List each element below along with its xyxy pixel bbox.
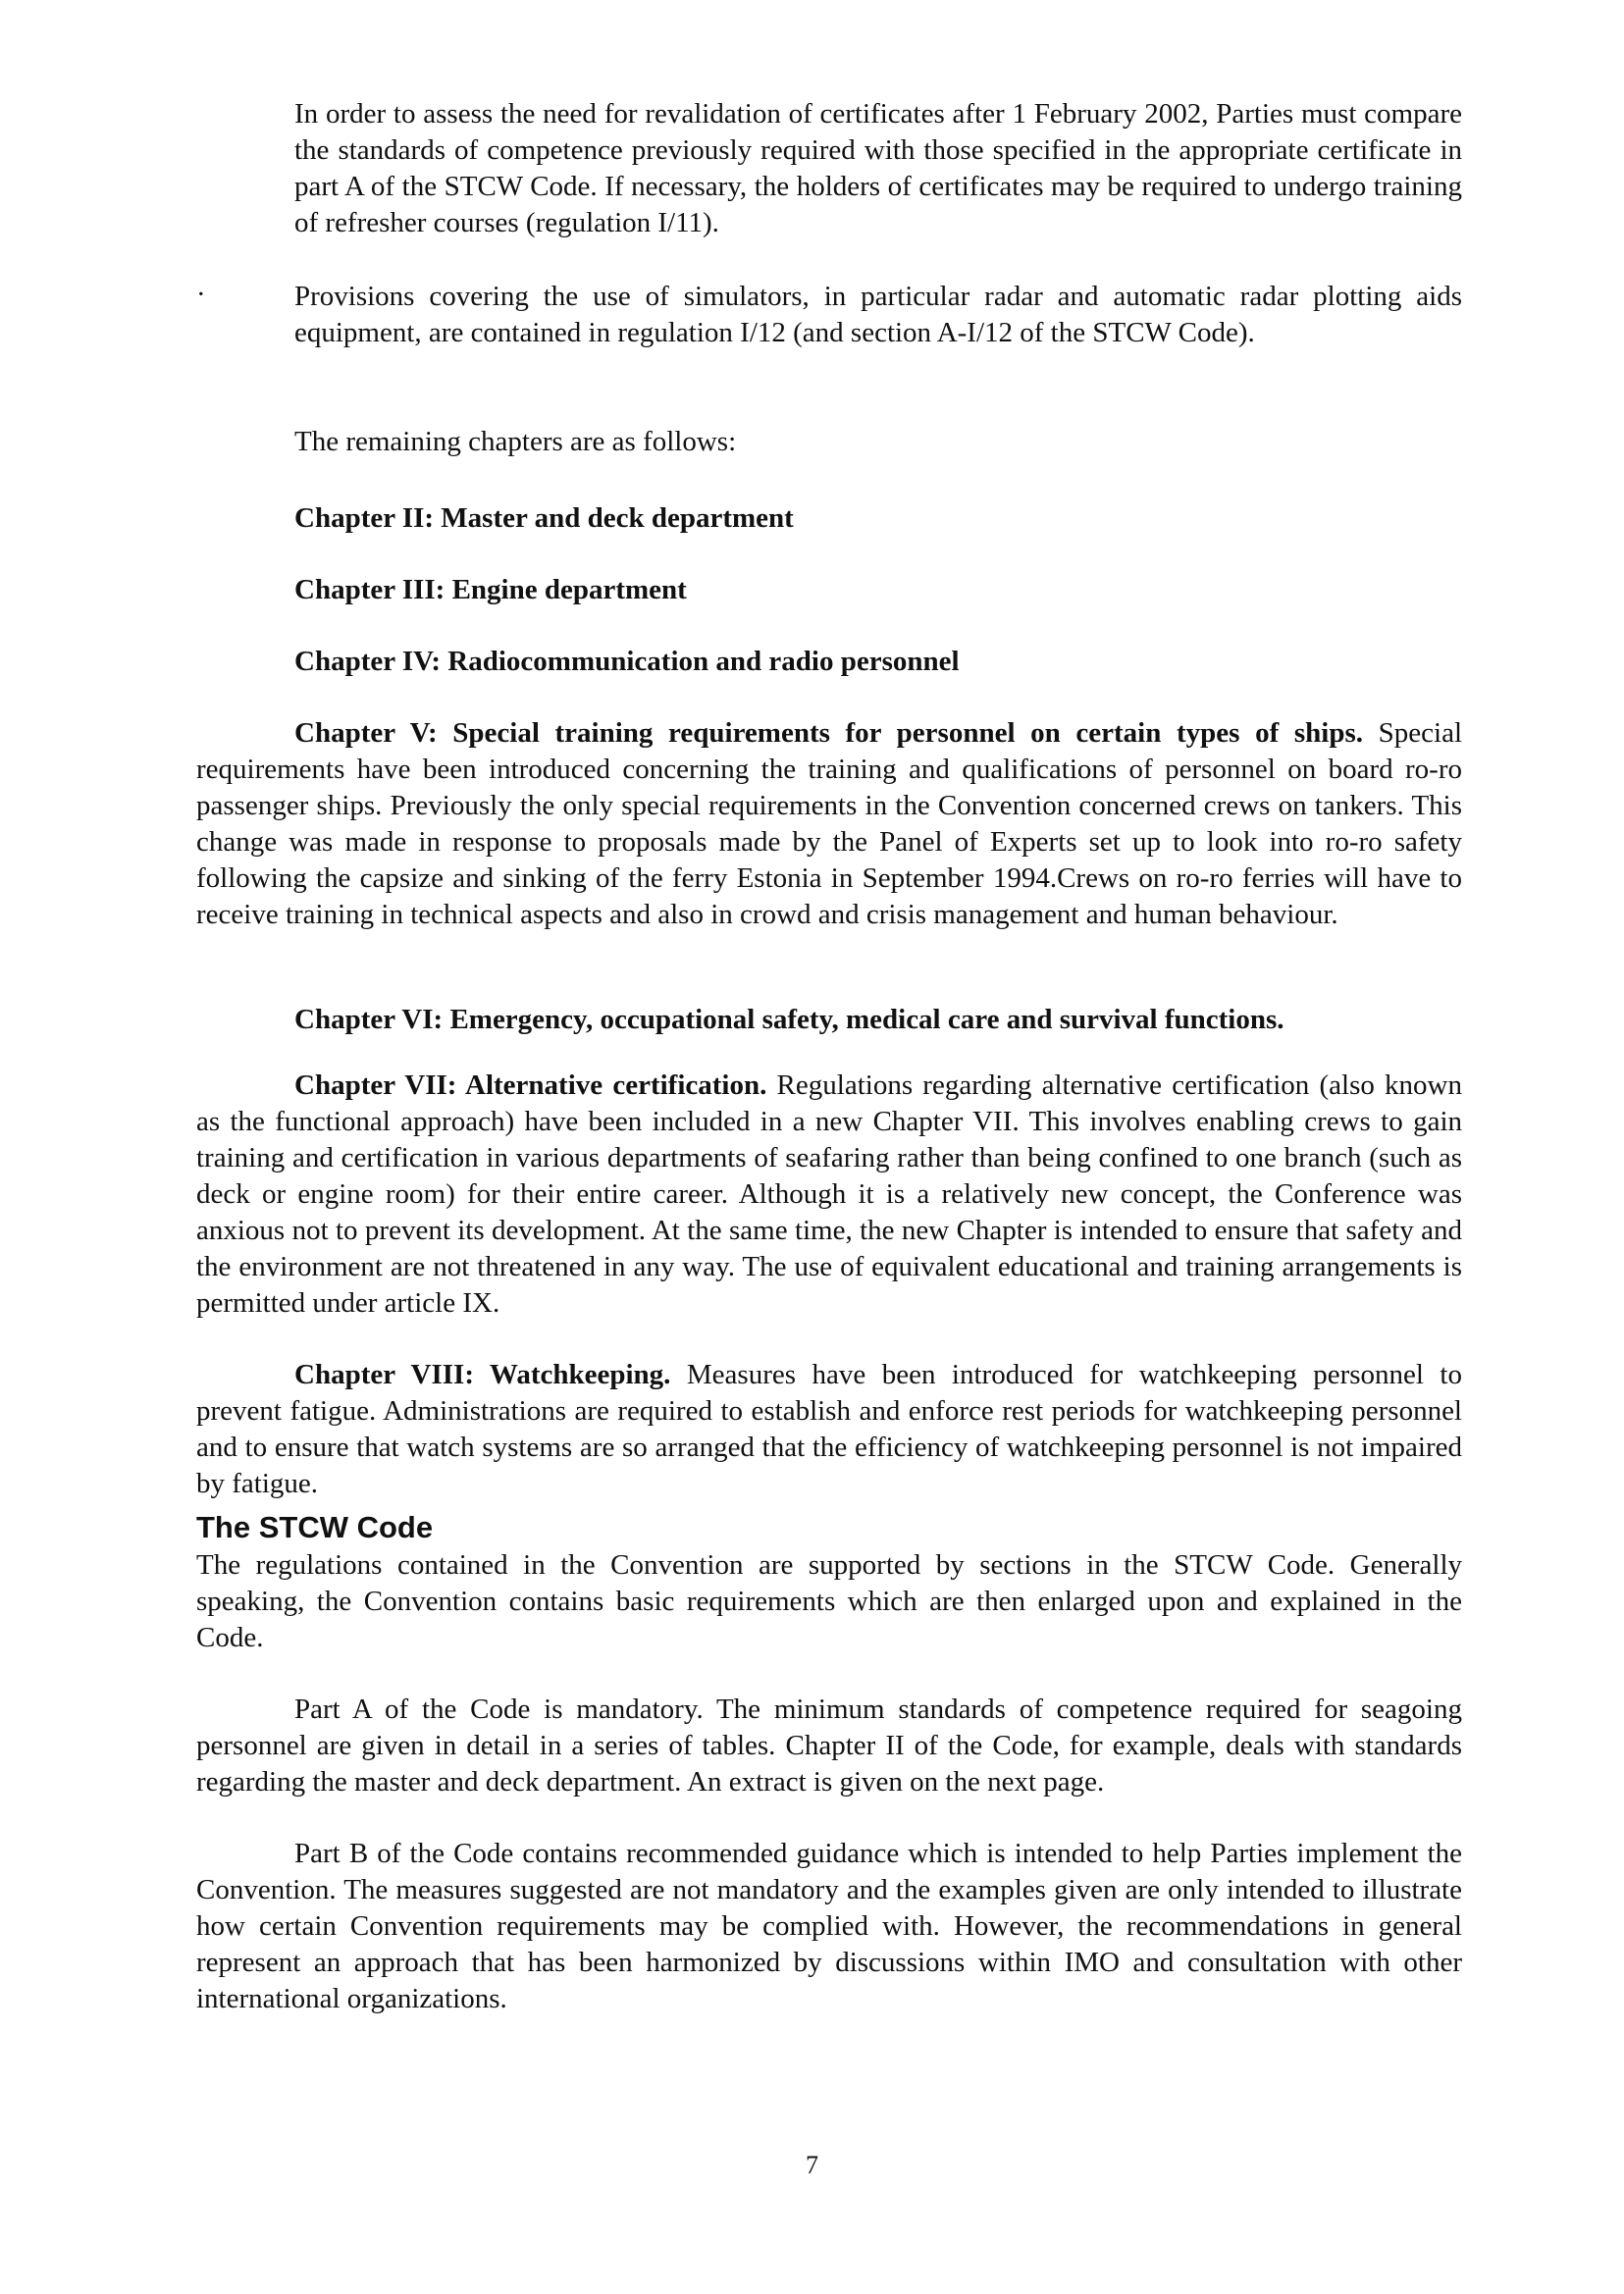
chapter-8-paragraph (196, 1357, 1462, 1502)
page-number: 7 (806, 2151, 818, 2179)
revalidation-paragraph: In order to assess the need for revalidation of certificates after 1 February 2002, Parties must compare the standards of competence previously required with those specified in the appropriate certificate in part A of the STCW Code. If necessary, the holders of certificates may be required to undergo training of refresher courses (regulation I/11). (294, 98, 1462, 238)
chapter-7-paragraph (196, 1068, 1462, 1322)
chapter-5-paragraph (196, 715, 1462, 933)
stcw-code-part-b: Part B of the Code contains recommended guidance which is intended to help Parties implement the Convention. The measures suggested are not mandatory and the examples given are only intended to illustrate how certain Convention requirements may be complied with. However, the recommendations in general represent an approach that has been harmonized by discussions within IMO and consultation with other international organizations. (196, 1838, 1462, 2014)
chapter-3-heading: Chapter III: Engine department (294, 574, 687, 605)
chapter-6-heading: Chapter VI: Emergency, occupational safety, medical care and survival functions. (294, 1004, 1284, 1035)
chapter-8-title: Chapter VIII: Watchkeeping. (294, 1359, 671, 1390)
stcw-code-intro: The regulations contained in the Convention are supported by sections in the STCW Code. Generally speaking, the Convention contains basic requirements which are then enlarged upon and explained in the Code. (196, 1549, 1462, 1653)
chapter-7-title: Chapter VII: Alternative certification. (294, 1069, 767, 1101)
remaining-chapters-intro: The remaining chapters are as follows: (294, 426, 737, 457)
chapter-5-body: Special requirements have been introduced concerning the training and qualifications of personnel on board ro-ro passenger ships. Previously the only special requirements in the Convention concerned crews on tankers. This change was made in response to proposals made by the Panel of Experts set up to look into ro-ro safety following the capsize and sinking of the ferry Estonia in September 1994.Crews on ro-ro ferries will have to receive training in technical aspects and also in crowd and crisis management and human behaviour. (196, 717, 1463, 930)
stcw-code-part-a: Part A of the Code is mandatory. The minimum standards of competence required for seagoing personnel are given in detail in a series of tables. Chapter II of the Code, for example, deals with standards regarding the master and deck department. An extract is given on the next page. (196, 1694, 1462, 1798)
chapter-5-title: Chapter V: Special training requirements for personnel on certain types of ships. (294, 717, 1364, 749)
chapter-7-body: Regulations regarding alternative certification (also known as the functional approach) have been included in a new Chapter VII. This involves enabling crews to gain training and certification in various departments of seafaring rather than being confined to one branch (such as deck or engine room) for their entire career. Although it is a relatively new concept, the Conference was anxious not to prevent its development. At the same time, the new Chapter is intended to ensure that safety and the environment are not threatened in any way. The use of equivalent educational and training arrangements is permitted under article IX. (196, 1069, 1462, 1319)
chapter-8-body: Measures have been introduced for watchkeeping personnel to prevent fatigue. Administrations are required to establish and enforce rest periods for watchkeeping personnel and to ensure that watch systems are so arranged that the efficiency of watchkeeping personnel is not impaired by fatigue. (196, 1359, 1462, 1499)
bullet-marker: · (196, 279, 206, 310)
stcw-code-heading: The STCW Code (196, 1510, 434, 1544)
chapter-2-heading: Chapter II: Master and deck department (294, 502, 794, 534)
chapter-4-heading: Chapter IV: Radiocommunication and radio personnel (294, 646, 960, 677)
simulators-paragraph: Provisions covering the use of simulators, in particular radar and automatic radar plotting aids equipment, are contained in regulation I/12 (and section A-I/12 of the STCW Code). (294, 281, 1462, 348)
